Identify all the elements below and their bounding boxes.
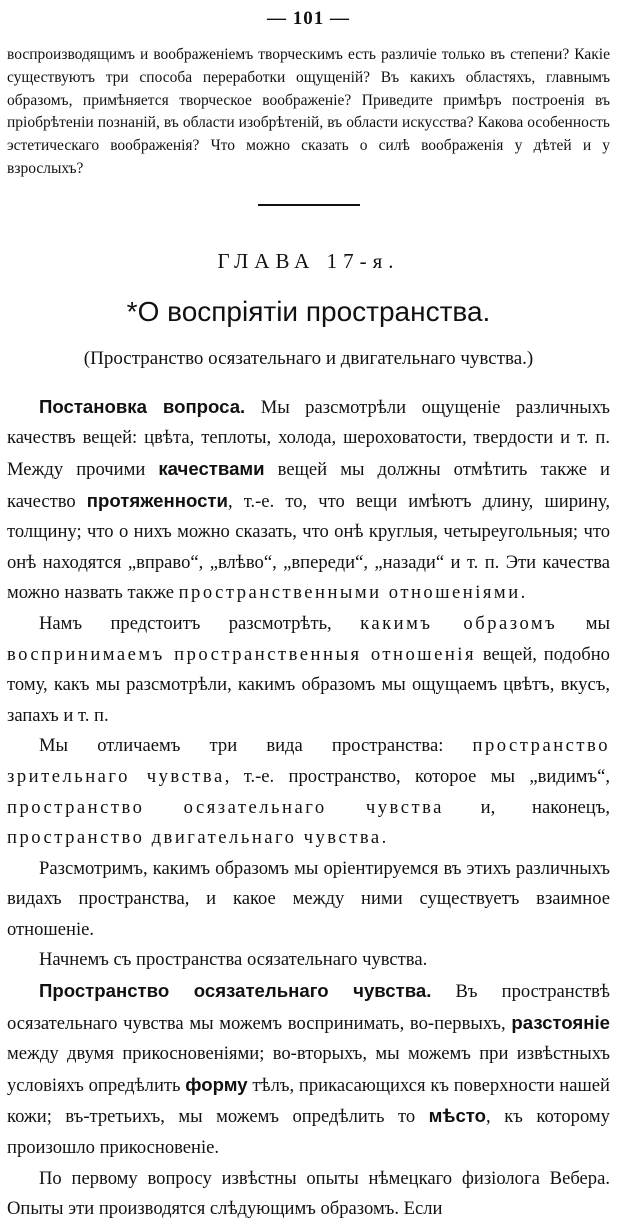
- section-term: Постановка вопроса.: [39, 395, 246, 417]
- section-term: Пространство осязательнаго чувства.: [39, 980, 432, 1002]
- spaced-phrase: пространственными отношеніями.: [178, 582, 528, 604]
- emphasized-term: протяженности: [86, 489, 228, 511]
- emphasized-term: форму: [185, 1073, 248, 1095]
- emphasized-term: разстояніе: [511, 1011, 610, 1033]
- spaced-phrase: какимъ образомъ: [360, 612, 558, 634]
- text-run: тѣлъ, прикасающихся къ поверхности нашей кожи; въ-третьихъ, мы можемъ опредѣлить то: [7, 1074, 610, 1128]
- text-run: Въ пространствѣ осязательнаго чувства мы можемъ воспринимать, во-первыхъ,: [7, 981, 610, 1034]
- chapter-body: [7, 392, 610, 1225]
- text-run: Мы отличаемъ три вида пространства:: [39, 735, 473, 757]
- text-run: Мы разсмотрѣли ощущеніе различныхъ качествъ вещей: цвѣта, теплоты, холода, шероховатости, твердости и т. п. Между прочими: [7, 396, 610, 480]
- text-run: Намъ предстоитъ разсмотрѣть,: [39, 612, 361, 634]
- spaced-phrase: пространство осязательнаго чувства: [7, 796, 444, 818]
- spaced-phrase: пространство двигательнаго чувства.: [7, 827, 389, 849]
- page-number: — 101 —: [267, 8, 350, 29]
- paragraph-problem-statement: [7, 392, 610, 609]
- text-run: между двумя прикосновеніями; во-вторыхъ, мы можемъ при извѣстныхъ условіяхъ опредѣлить: [7, 1043, 610, 1096]
- chapter-subtitle: (Пространство осязательнаго и двигательнаго чувства.): [83, 347, 534, 369]
- section-divider: [258, 204, 360, 206]
- chapter-title: *О воспріятіи пространства.: [126, 295, 491, 327]
- emphasized-term: качествами: [158, 457, 265, 479]
- text-run: мы: [557, 612, 610, 634]
- spaced-phrase: пространство зрительнаго чувства: [7, 735, 610, 787]
- emphasized-term: мѣсто: [428, 1105, 487, 1127]
- paragraph-orientation: Разсмотримъ, какимъ образомъ мы оріентируемся въ этихъ различныхъ видахъ пространства, и какое между ними существуетъ взаимное отношеніе.: [7, 857, 610, 940]
- text-run: , т.-е. то, что вещи имѣютъ длину, ширину, толщину; что о нихъ можно сказать, что онѣ круглыя, четыреугольныя; что онѣ находятся „вправо“, „влѣво“, „впереди“, „назади“ и т. п. Эти качества можно назвать также: [7, 490, 610, 604]
- intro-paragraph: воспроизводящимъ и воображеніемъ творческимъ есть различіе только въ степени? Какіе существуютъ три способа переработки ощущеній? Въ какихъ областяхъ, главнымъ образомъ, примѣняется творческое воображеніе? Приведите примѣръ построенія въ пріобрѣтеніи познаній, въ области изобрѣтеній, въ области искусства? Какова особенность эстетическаго воображенія? Что можно сказать о силѣ воображенія у дѣтей и у взрослыхъ?: [7, 46, 610, 177]
- text-run: , т.-е. пространство, которое мы „видимъ“,: [224, 765, 610, 787]
- paragraph-weber: По первому вопросу извѣстны опыты нѣмецкаго физіолога Вебера. Опыты эти производятся слѣдующимъ образомъ. Если: [7, 1167, 610, 1220]
- chapter-heading: ГЛАВА 17-я.: [217, 248, 400, 273]
- spaced-phrase: воспринимаемъ пространственныя отношенія: [7, 643, 477, 665]
- text-run: , къ которому произошло прикосновеніе.: [7, 1106, 610, 1159]
- text-run: вещей мы должны отмѣтить также и качество: [7, 458, 610, 512]
- paragraph-begin: Начнемъ съ пространства осязательнаго чувства.: [39, 949, 428, 971]
- paragraph-three-kinds: [7, 731, 610, 853]
- text-run: и, наконецъ,: [443, 796, 610, 818]
- paragraph-task: [7, 609, 610, 731]
- text-run: вещей, подобно тому, какъ мы разсмотрѣли, какимъ образомъ мы ощущаемъ цвѣтъ, вкусъ, запахъ и т. п.: [7, 643, 610, 726]
- paragraph-tactile-space: [7, 976, 610, 1164]
